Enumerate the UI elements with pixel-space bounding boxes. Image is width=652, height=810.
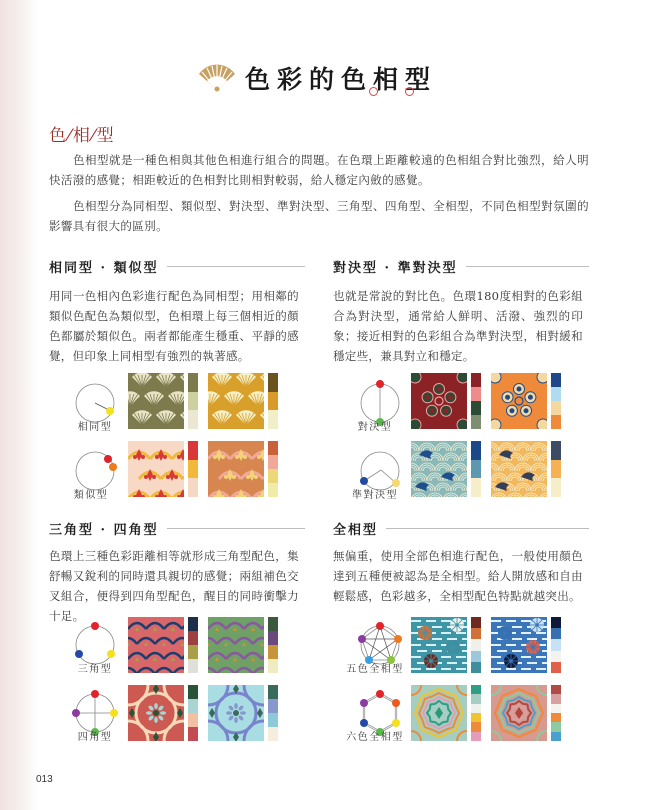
divider bbox=[167, 266, 305, 267]
color-swatch bbox=[268, 699, 278, 713]
color-swatch bbox=[551, 694, 561, 703]
color-swatch bbox=[551, 441, 561, 460]
wheel-label: 對決型 bbox=[357, 422, 393, 433]
subheading-opposite bbox=[333, 257, 589, 276]
divider bbox=[167, 528, 305, 529]
wheel-label: 準對決型 bbox=[352, 490, 398, 501]
color-swatch bbox=[471, 628, 481, 639]
color-swatch bbox=[551, 460, 561, 479]
color-swatch bbox=[551, 415, 561, 429]
block-text-same-similar: 用同一色相內色彩進行配色為同相型；用相鄰的類似色配色為類似型，色相環上每三個相近的顏色都屬於類似色。兩者都能產生穩重、平靜的感覺，但印象上同相型有強烈的執著感。 bbox=[49, 289, 299, 363]
color-swatch bbox=[551, 685, 561, 694]
color-swatch bbox=[471, 478, 481, 497]
pattern-tile-cloud bbox=[491, 617, 547, 673]
color-swatch bbox=[551, 713, 561, 722]
color-swatch bbox=[268, 617, 278, 631]
color-swatch bbox=[268, 410, 278, 429]
page-number: 013 bbox=[36, 774, 53, 785]
pattern-tile-damask bbox=[208, 441, 264, 497]
color-swatch bbox=[551, 732, 561, 741]
color-swatch-strip bbox=[268, 617, 278, 673]
color-swatch-strip bbox=[188, 685, 198, 741]
pattern-tile-scale bbox=[128, 617, 184, 673]
subheading-triangle-square bbox=[49, 519, 305, 538]
block-text-triangle-square: 色環上三種色彩距離相等就形成三角型配色，集舒暢又銳利的同時還具親切的感覺；兩組補色交叉組合，便得到四角型配色，醒目的同時衝擊力十足。 bbox=[49, 549, 299, 623]
color-swatch bbox=[268, 373, 278, 392]
wheel-label: 六色全相型 bbox=[346, 732, 404, 743]
pattern-tile-flower bbox=[491, 373, 547, 429]
color-swatch bbox=[471, 401, 481, 415]
color-swatch bbox=[188, 645, 198, 659]
color-swatch bbox=[188, 617, 198, 631]
color-swatch bbox=[551, 478, 561, 497]
annotation-circle bbox=[405, 87, 414, 96]
pattern-tile-fan bbox=[128, 373, 184, 429]
wheel-label: 四角型 bbox=[77, 732, 113, 743]
color-swatch bbox=[188, 478, 198, 497]
color-swatch-strip bbox=[471, 373, 481, 429]
pattern-tile-wave bbox=[491, 441, 547, 497]
intro-paragraph-1: 色相型就是一種色相與其他色相進行組合的問題。在色環上距離較遠的色相組合對比強烈，給人明快活潑的感覺；相距較近的色相對比則相對較弱，給人穩定內斂的感覺。 bbox=[49, 153, 589, 187]
color-swatch-strip bbox=[471, 685, 481, 741]
pattern-tile-mandala bbox=[491, 685, 547, 741]
subheading-same-similar bbox=[49, 257, 305, 276]
pattern-tile-flower bbox=[411, 373, 467, 429]
annotation-circle bbox=[369, 87, 378, 96]
page-edge-tint bbox=[0, 0, 38, 810]
color-swatch bbox=[268, 659, 278, 673]
color-swatch bbox=[188, 460, 198, 479]
divider bbox=[466, 266, 589, 267]
color-swatch bbox=[471, 415, 481, 429]
wheel-label: 三角型 bbox=[77, 664, 113, 675]
color-swatch bbox=[188, 727, 198, 741]
pattern-tile-fan bbox=[208, 373, 264, 429]
color-swatch-strip bbox=[551, 373, 561, 429]
pattern-tile-cloud bbox=[411, 617, 467, 673]
color-swatch bbox=[551, 401, 561, 415]
color-swatch-strip bbox=[551, 617, 561, 673]
color-swatch-strip bbox=[268, 441, 278, 497]
color-swatch bbox=[268, 392, 278, 411]
color-swatch bbox=[268, 727, 278, 741]
block-text-full-hue: 無偏重，使用全部色相進行配色，一般使用顏色達到五種便被認為是全相型。給人開放感和自由輕鬆感，色彩越多，全相型配色特點就越突出。 bbox=[333, 549, 583, 603]
page-header bbox=[197, 60, 437, 96]
color-swatch bbox=[551, 617, 561, 628]
color-swatch bbox=[471, 373, 481, 387]
pattern-tile-wave bbox=[411, 441, 467, 497]
color-swatch-strip bbox=[268, 373, 278, 429]
color-swatch bbox=[551, 704, 561, 713]
color-swatch bbox=[551, 387, 561, 401]
color-swatch bbox=[188, 659, 198, 673]
color-swatch bbox=[551, 628, 561, 639]
color-swatch bbox=[188, 441, 198, 460]
color-swatch bbox=[188, 631, 198, 645]
color-swatch bbox=[268, 441, 278, 455]
color-swatch bbox=[188, 713, 198, 727]
wheel-label: 五色全相型 bbox=[346, 664, 404, 675]
section-title: 色⁄相⁄型 bbox=[49, 126, 116, 146]
color-swatch bbox=[471, 685, 481, 694]
divider bbox=[386, 528, 589, 529]
color-swatch bbox=[471, 617, 481, 628]
color-swatch-strip bbox=[471, 441, 481, 497]
pattern-tile-tile bbox=[208, 685, 264, 741]
color-swatch bbox=[268, 469, 278, 483]
color-swatch bbox=[268, 645, 278, 659]
color-swatch bbox=[551, 373, 561, 387]
color-swatch bbox=[471, 694, 481, 703]
color-swatch bbox=[471, 713, 481, 722]
folding-fan-icon bbox=[197, 64, 237, 92]
pattern-tile-tile bbox=[128, 685, 184, 741]
color-swatch bbox=[188, 685, 198, 699]
color-swatch bbox=[268, 713, 278, 727]
color-swatch-strip bbox=[551, 685, 561, 741]
color-swatch-strip bbox=[551, 441, 561, 497]
color-swatch bbox=[471, 732, 481, 741]
color-swatch bbox=[188, 373, 198, 392]
color-swatch bbox=[551, 639, 561, 650]
subheading-text: 對決型 · 準對決型 bbox=[333, 261, 458, 276]
color-swatch bbox=[268, 685, 278, 699]
wheel-label: 相同型 bbox=[77, 422, 113, 433]
color-swatch bbox=[551, 662, 561, 673]
color-swatch bbox=[268, 455, 278, 469]
color-swatch-strip bbox=[188, 373, 198, 429]
pattern-tile-scale bbox=[208, 617, 264, 673]
subheading-text: 全相型 bbox=[333, 523, 379, 538]
color-swatch bbox=[188, 410, 198, 429]
color-swatch bbox=[471, 662, 481, 673]
color-swatch bbox=[268, 631, 278, 645]
color-swatch bbox=[471, 704, 481, 713]
intro-paragraph-2: 色相型分為同相型、類似型、對決型、準對決型、三角型、四角型、全相型，不同色相型對氛圍的影響具有很大的區別。 bbox=[49, 199, 589, 233]
color-swatch-strip bbox=[188, 617, 198, 673]
color-swatch-strip bbox=[268, 685, 278, 741]
color-swatch bbox=[551, 722, 561, 731]
color-swatch-strip bbox=[471, 617, 481, 673]
subheading-text: 三角型 · 四角型 bbox=[49, 523, 159, 538]
color-swatch-strip bbox=[188, 441, 198, 497]
subheading-text: 相同型 · 類似型 bbox=[49, 261, 159, 276]
wheel-label: 類似型 bbox=[73, 490, 109, 501]
subheading-full-hue bbox=[333, 519, 589, 538]
block-text-opposite: 也就是常說的對比色。色環180度相對的色彩組合為對決型，通常給人鮮明、活潑、強烈的印象；接近相對的色彩組合為準對決型，相對緩和穩定些，兼具對立和穩定。 bbox=[333, 289, 583, 363]
color-swatch bbox=[268, 483, 278, 497]
color-swatch bbox=[471, 441, 481, 460]
color-swatch bbox=[188, 392, 198, 411]
color-swatch bbox=[471, 639, 481, 650]
color-swatch bbox=[551, 651, 561, 662]
color-swatch bbox=[188, 699, 198, 713]
pattern-tile-mandala bbox=[411, 685, 467, 741]
color-swatch bbox=[471, 651, 481, 662]
color-swatch bbox=[471, 460, 481, 479]
pattern-tile-damask bbox=[128, 441, 184, 497]
color-swatch bbox=[471, 722, 481, 731]
color-swatch bbox=[471, 387, 481, 401]
page-title: 色彩的色相型 bbox=[245, 65, 438, 94]
